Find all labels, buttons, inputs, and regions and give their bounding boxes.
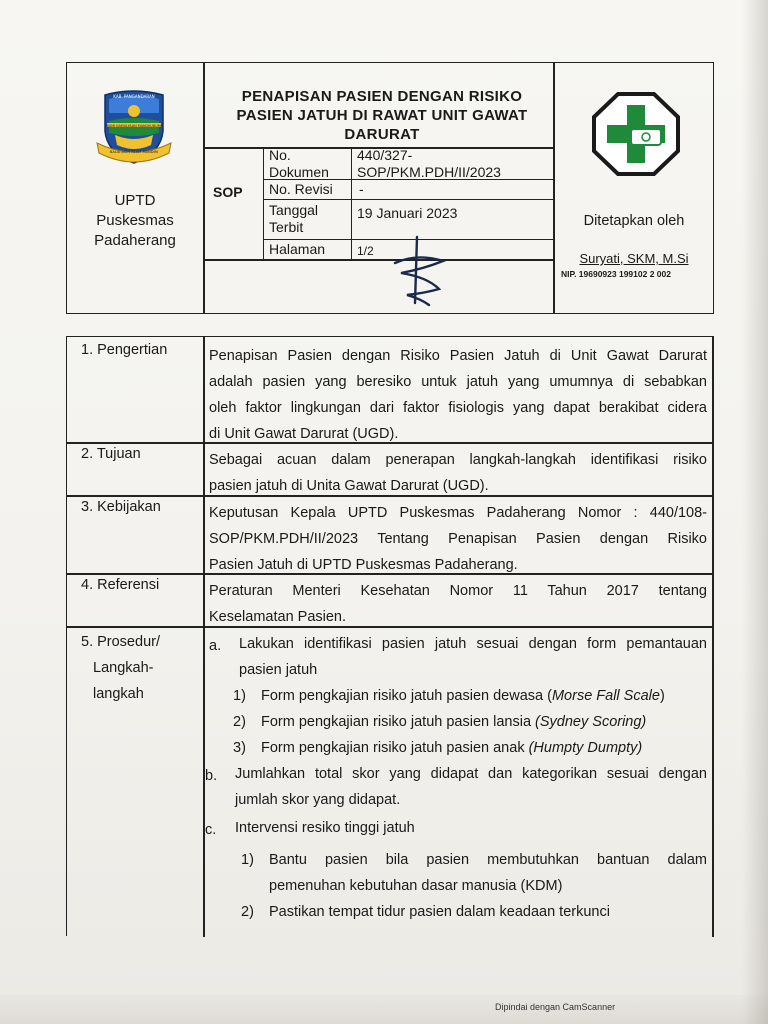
label-line: Dokumen [269,164,329,180]
approved-by-label: Ditetapkan oleh [583,213,685,229]
title-line-2: PASIEN JATUH DI RAWAT UNIT GAWAT [236,107,528,124]
text-line: Jumlahkan total skor yang didapat dan kategorikan sesuai dengan [235,766,707,782]
label-line: Tanggal [269,202,319,218]
scan-edge-shadow [742,0,768,1024]
item-number: 1) [233,688,246,704]
item-number: 1) [241,852,254,868]
text-line: oleh faktor lingkungan dari faktor fisiologis yang dapat berakibat cidera [209,400,707,416]
scan-footer-strip [0,995,768,1024]
item-scale-name: Morse Fall Scale [551,688,660,704]
official-nip: NIP. 19690923 199102 2 002 [561,269,671,279]
list-item [233,735,707,761]
org-line-3: Padaherang [94,232,176,249]
emblem-ribbon-mid: BUMI KAMULYAAN MANGKUBUMI [106,124,162,128]
value-line: SOP/PKM.PDH/II/2023 [357,164,501,180]
pengertian-text [209,343,707,447]
text-line: Keputusan Kepala UPTD Puskesmas Padaherang Nomor : 440/108- [209,505,707,521]
org-line-1: UPTD [114,192,156,209]
text-line: Penapisan Pasien dengan Risiko Pasien Jatuh di Unit Gawat Darurat [209,348,707,364]
section-label-tujuan: 2. Tujuan [81,446,141,462]
text-line: Sebagai acuan dalam penerapan langkah-langkah identifikasi risiko [209,452,707,468]
referensi-text [209,578,707,630]
text-line: di Unit Gawat Darurat (UGD). [209,426,399,442]
organization-name [67,191,203,251]
step-c-marker: c. [205,822,217,838]
text-line: Peraturan Menteri Kesehatan Nomor 11 Tahun 2017 tentang [209,583,707,599]
document-title [207,87,557,144]
item-number: 2) [233,714,246,730]
puskesmas-logo-icon [591,91,681,177]
text-line: Pasien Jatuh di UPTD Puskesmas Padaherang. [209,557,518,573]
list-item [233,709,707,735]
label-line: No. [269,147,291,163]
step-a-marker: a. [209,638,222,654]
text-line: Pastikan tempat tidur pasien dalam keadaan terkunci [269,904,610,920]
label-line: Langkah- [93,660,154,676]
label-line: Terbit [269,219,304,235]
signature-mark-icon [377,233,457,313]
tujuan-text [209,447,707,499]
section-label-kebijakan: 3. Kebijakan [81,499,161,515]
text-line: pasien jatuh di Unita Gawat Darurat (UGD). [209,478,489,494]
title-line-3: DARURAT [344,126,420,143]
item-text: Form pengkajian risiko jatuh pasien dewasa ( [261,688,552,704]
list-item [241,847,707,899]
emblem-ribbon-bottom: BALAI ASIH ALAM MANDIRI [109,150,159,154]
text-line: Bantu pasien bila pasien membutuhkan bantuan dalam [269,852,707,868]
sop-header-table [66,62,714,314]
text-line: jumlah skor yang didapat. [235,792,401,808]
step-b-marker: b. [205,768,218,784]
value-line: 440/327- [357,147,413,163]
org-line-2: Puskesmas [96,212,174,229]
item-text: Form pengkajian risiko jatuh pasien lansia [261,714,536,730]
regency-emblem-icon [95,87,173,169]
step-a-text [239,631,707,683]
sop-content-table [66,336,714,936]
official-name: Suryati, SKM, M.Si [579,251,689,266]
section-label-pengertian: 1. Pengertian [81,342,168,358]
section-label-referensi: 4. Referensi [81,577,160,593]
field-value-tanggal-terbit: 19 Januari 2023 [357,205,458,221]
kebijakan-text [209,500,707,578]
step-c-text: Intervensi resiko tinggi jatuh [235,820,415,836]
item-scale-name: (Humpty Dumpty) [528,740,643,756]
item-end: ) [659,688,665,704]
field-value-no-dokumen [357,147,501,181]
text-line: pemenuhan kebutuhan dasar manusia (KDM) [269,878,563,894]
step-b-text [235,761,707,813]
sop-label: SOP [213,184,243,200]
field-value-halaman: 1/2 [357,244,374,258]
scanner-watermark: Dipindai dengan CamScanner [495,1002,616,1012]
list-item [233,683,707,709]
item-number: 3) [233,740,246,756]
field-label-no-dokumen [269,147,329,181]
text-line: Lakukan identifikasi pasien jatuh sesuai dengan form pemantauan [239,636,707,652]
item-scale-name: (Sydney Scoring) [535,714,647,730]
text-line: adalah pasien yang beresiko untuk jatuh yang umumnya di sebabkan [209,374,707,390]
title-line-1: PENAPISAN PASIEN DENGAN RISIKO [241,88,523,105]
item-number: 2) [241,904,254,920]
label-line: langkah [93,686,144,702]
emblem-ribbon-top: KAB. PANGANDARAN [113,94,155,99]
section-label-prosedur [81,629,160,707]
item-text: Form pengkajian risiko jatuh pasien anak [261,740,529,756]
field-label-tanggal-terbit [269,202,318,236]
list-item [241,899,707,925]
step-a-subitems [233,683,707,761]
text-line: Keselamatan Pasien. [209,609,347,625]
field-label-no-revisi: No. Revisi [269,181,333,197]
text-line: SOP/PKM.PDH/II/2023 Tentang Penapisan Pasien dengan Risiko [209,531,707,547]
label-line: 5. Prosedur/ [81,634,160,650]
field-label-halaman: Halaman [269,241,326,257]
field-value-no-revisi: - [359,181,364,197]
step-c-subitems [241,847,707,925]
text-line: pasien jatuh [239,662,318,678]
